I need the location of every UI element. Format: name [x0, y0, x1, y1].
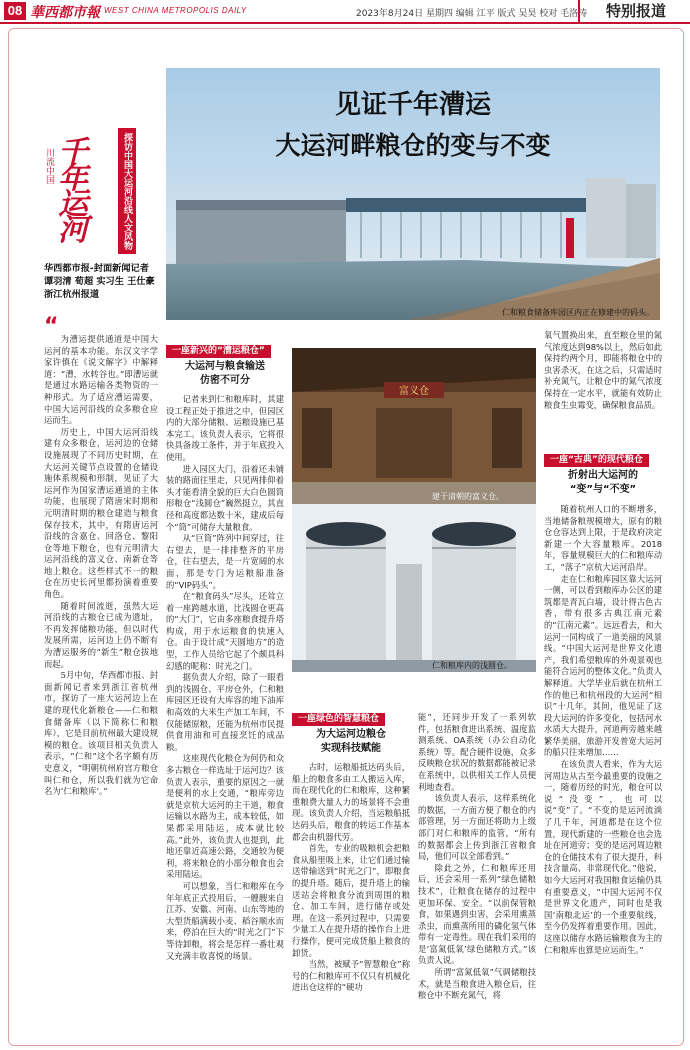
section2-headline-text: 为大运河边粮仓 实现科技赋能 [316, 729, 386, 754]
intro-paragraph: 历史上，中国大运河沿线建有众多粮仓，运河边的仓储设施展现了不同历史时期，在大运河关键节点设置的仓储设施体系规模和形制，见证了大运河作为国家漕运通道的主体功能，也展现了隋唐宋时期和元明清时期的粮仓建造与粮食保存技术，其中，有隋唐运河沿线的含嘉仓、回洛仓、黎阳仓等地下粮仓，也有元明清大运河沿线的富义仓、南新仓等地上粮仓。这些样式不一的粮仓在历史长河里都扮演着重要角色。 [44, 426, 158, 600]
intro-column [44, 334, 158, 1034]
fuyi-granary-illustration [292, 348, 536, 504]
section1-paragraph: 进入园区大门，沿着还未铺装的路面往里走，只见两排仰着头才能看清全貌的巨大白色圆筒形粮仓“浅圆仓”巍然挺立，其直径和高度都达数十米，建成后每个“筒”可储存大量粮食。 [166, 463, 284, 532]
brand-big-text: 千年运河 [58, 135, 88, 248]
page-number: 08 [4, 2, 26, 20]
column4-paragraph: 能”，还同步开发了一系列软件，包括粮食进出系统、温度监测系统、OA系统（办公自动化系统）等。配合硬件设施，众多反映粮仓状况的数据都能被记录在系统中，以供相关工作人员便利地查看。 [418, 712, 536, 792]
byline-line-2: 谭羽清 荀超 实习生 王仕豪 [44, 276, 155, 287]
section1-headline-text: 大运河与粮食输送 仿密不可分 [185, 361, 265, 386]
section2-headline [292, 728, 410, 756]
section2-paragraph: 首先，专业的吸粮机会把粮食从船里吸上来，让它们通过输送带输送到“时光之门”，即粮食的提升塔。随后，提升塔上的输送站会将粮食分流到周围的粮仓、加工车间，进行储存或处理。在这一系列过程中，只需要少量工人在提升塔的操作台上进行操作，便可完成货船上粮食的卸货。 [292, 843, 410, 958]
photo2-caption: 仁和粮库内的浅圆仓。 [432, 661, 512, 670]
section1-tag: 一座新兴的“漕运粮仓” [166, 345, 271, 358]
masthead [0, 0, 690, 22]
byline [44, 262, 168, 301]
section1-paragraph: 在“粮食码头”尽头，还耸立着一座跨越水道，比浅圆仓更高的“大门”，它由多座粮食提升塔构成，用于水运粮食的快速入仓。由于设计成“天圆地方”的造型，工作人员给它起了个颇具科幻感的昵称：时光之门。 [166, 591, 284, 671]
headline-line-1: 见证千年漕运 [334, 90, 491, 120]
silo-illustration [292, 504, 536, 672]
section1-paragraph: 从“巨筒”阵列中间穿过，往右望去，是一排排整齐的平房仓，往右望去，是一片宽阔的水面，那是专门为运粮船准备的“VIP码头”。 [166, 533, 284, 590]
fuyi-sign-text: 富义仓 [399, 386, 429, 397]
byline-line-1: 华西都市报-封面新闻记者 [44, 263, 149, 274]
intro-paragraph: 为漕运提供通道是中国大运河的基本功能。东汉文字学家许慎在《说文解字》中解释道：“漕，水转谷也。”即漕运就是通过水路运输各类物资的一种形式。为了适应漕运需要，中国大运河沿线的众多粮仓应运而生。 [44, 334, 158, 426]
series-tag: 探访中国大运河沿线人文风物 [118, 128, 136, 254]
headline-line-2: 大运河畔粮仓的变与不变 [275, 131, 551, 160]
section3-paragraph: 随着杭州人口的不断增多，当地储备粮规模增大，原有的粮仓仓容达到上限，于是政府决定新建一个大容量粮库。2018年，容量规模巨大的仁和粮库动工，“落子”京杭大运河沿岸。 [544, 504, 662, 572]
hero-photo [166, 68, 660, 320]
column4-paragraph: 该负责人表示，这样系统化的数据，一方面方便了粮仓的内部管理，另一方面还将助力上级部门对仁和粮库的监管，“所有的数据都会上传到浙江省粮食局，他们可以全部看到。” [418, 793, 536, 862]
column4-body [418, 712, 536, 1042]
section-title: 特别报道 [578, 0, 690, 22]
paper-name: 華西都市報 [30, 5, 100, 21]
section3-paragraph: 走在仁和粮库园区靠大运河一侧，可以看到粮库办公区的建筑都是青瓦白墙，设计得古色古香，带有很多古典江南元素的“江南元素”。远远看去，和大运河一同构成了一道美丽的风景线。“中国大运河是世界文化遗产，我们希望粮库的外观景观也能符合运河的整体文化。”负责人解释道。大学毕业后就在杭州工作的他已和杭州段的大运河“相识”十几年，其间，他见证了这段大运河的许多变化，包括河水水质大大提升，河道两旁越来越繁华美丽，旅游开发普宽大运河的船只往来增加…… [544, 573, 662, 758]
hero-caption: 仁和粮食储备库园区内正在修建中的码头。 [502, 308, 654, 317]
section2-tag: 一座绿色的智慧粮仓 [292, 713, 385, 726]
byline-line-3: 浙江杭州报道 [44, 289, 100, 300]
section3-headline-text: 折射出大运河的 “变”与“不变” [568, 470, 638, 495]
photo1-caption: 建于清朝的富义仓。 [432, 492, 504, 501]
fuyi-granary-photo [292, 348, 536, 504]
paper-english-name: WEST CHINA METROPOLIS DAILY [104, 6, 247, 15]
section1-paragraph: 据负责人介绍，除了一眼看到的浅圆仓、平房仓外，仁和粮库园区还设有大库容的地下油库和高效的大米生产加工车间，不仅能储原粮，还能为杭州市民提供食用油和可直接烹饪的成品粮。 [166, 672, 284, 752]
section3-tag: 一座“古典”的现代粮仓 [544, 454, 649, 467]
section2-body [292, 762, 410, 1042]
section2-paragraph: 古时，运粮船抵达码头后，船上的粮食多由工人搬运入库，而在现代化的仁和粮库，这种繁重粮费大量人力的场景将不会重现。该负责人介绍，当运粮船抵达码头后，粮食的转运工作基本都会由机器代劳。 [292, 762, 410, 842]
silo-photo [292, 504, 536, 672]
section1-paragraph: 记者来到仁和粮库时，其建设工程正处于推进之中，但园区内的大部分储粮、运粮设施已基本完工。该负责人表示，它将很快具备竣工条件，并于年底投入使用。 [166, 394, 284, 462]
date-info: 2023年8月24日 星期四 编辑 江平 版式 吴昊 校对 毛洛涛 [356, 9, 588, 19]
section1-paragraph: 这座现代化粮仓为何仍和众多古粮仓一样选址于运河边？该负责人表示，重要的原因之一就是便利的水上交通，“粮库旁边就是京杭大运河的主干道，粮食运输以水路为主，成本较低，如果都采用陆运，成本就比较高。”此外，该负责人也提到，此地还靠近高速公路，交通较为便利，将来粮仓的小部分粮食也会采用陆运。 [166, 753, 284, 880]
masthead-rule [0, 22, 690, 24]
section3-headline [544, 469, 662, 497]
column5-paragraph: 氧气置换出来，直至粮仓里的氮气浓度达到98%以上，然后如此保持约两个月，即能将粮仓中的虫害杀灭，在这之后，只需适时补充氮气，让粮仓中的氮气浓度保持在一定水平，就能有效防止粮食生虫霉变，确保粮食品质。 [544, 330, 663, 410]
section3-body [544, 504, 662, 1042]
column5-top [544, 330, 662, 411]
section1-paragraph: 可以想象，当仁和粮库在今年年底正式投用后，一艘艘来自江苏、安徽、河南、山东等地的大型货船满载小麦、稻谷顺水而来，停泊在巨大的“时光之门”下等待卸粮，将会是怎样一番壮观又充满丰收喜悦的场景。 [166, 880, 284, 961]
brand-small-text: 川流中国 [44, 148, 54, 184]
column4-paragraph: 除此之外，仁和粮库还用后，还会采用一系列“绿色储粮技术”，让粮食在储存的过程中更加环保、安全。“以前保管粮食，如果遇到虫害，会采用熏蒸杀虫，而熏蒸所用的磷化氢气体带有一定毒性。现在我们采用的是‘富氮低氧’绿色储粮方式。”该负责人说。 [418, 862, 536, 966]
section3-paragraph: 在该负责人看来，作为大运河周边从古至今最重要的设施之一，随着历经的时光，粮仓可以说“没变”，也可以说“变”了。“不变的是运河流淌了几千年，河道都是在这个位置，现代新建的一些粮仓也会选址在河道旁；变的是运河周边粮仓的仓储技术有了很大提升，科技含量高、非常现代化。”他说，如今大运河对我国粮食运输仍具有重要意义，“中国大运河不仅是世界文化遗产，同时也是我国‘南粮北运’的一个重要航线，至今仍发挥着重要作用。因此，这座以储存水路运输粮食为主的仁和粮库也算是应运而生。” [544, 759, 662, 955]
quote-mark-icon: “ [44, 314, 59, 339]
section2-paragraph: 当然，被赋予“智慧粮仓”称号的仁和粮库可不仅只有机械化进出仓这样的“硬功 [292, 959, 410, 993]
section1-body [166, 394, 284, 1040]
intro-paragraph: 随着时间流逝，虽然大运河沿线的古粮仓已成为遗址，不再发挥储粮功能，但以时代发展所需，运河边上仍不断有为漕运服务的“新生”粮仓拔地而起。 [44, 600, 158, 669]
column-brand [42, 135, 116, 248]
intro-paragraph: 5月中旬，华西都市报、封面新闻记者来到浙江省杭州市，探访了一座大运河边上在建的现代化新粮仓——仁和粮食储备库（以下简称仁和粮库），它是目前杭州最大建设规模的粮仓。该项目相关负责人表示，“仁和”这个名字颇有历史意义，“明朝杭州府宫方粮仓叫仁和仓，所以我们就为它命名为‘仁和粮库’。” [44, 670, 158, 797]
section1-headline [166, 360, 284, 388]
column4-paragraph: 所谓“富氮低氧”气调储粮技术，就是当粮食进入粮仓后，往粮仓中不断充氮气，将 [418, 967, 536, 1001]
